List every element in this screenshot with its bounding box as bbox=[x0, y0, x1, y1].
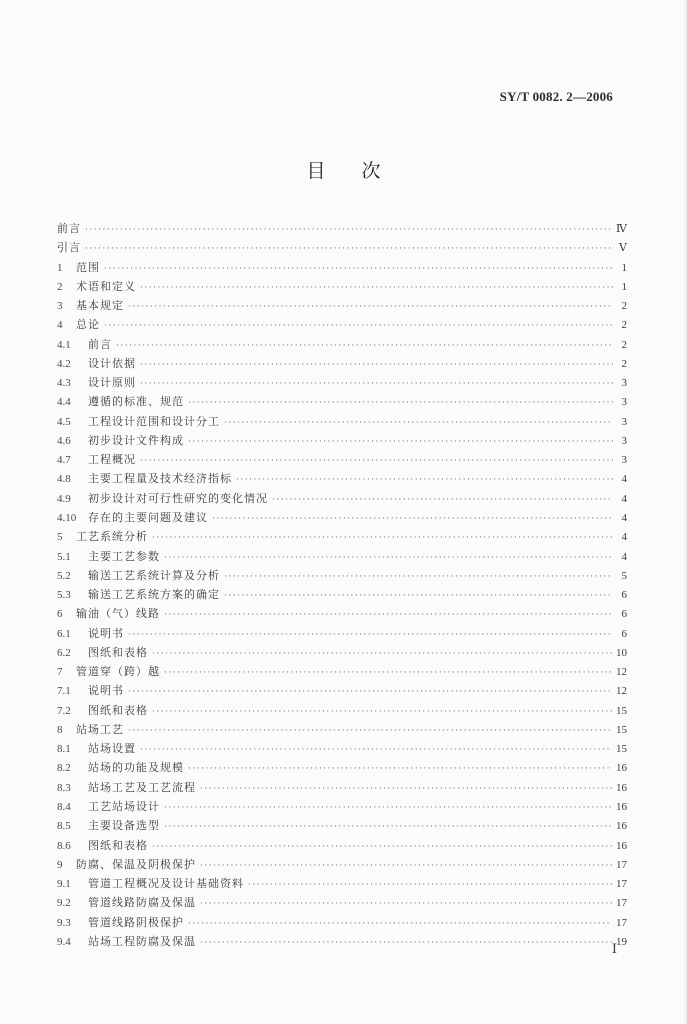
toc-entry-title: 范围 bbox=[76, 260, 100, 274]
toc-entry-number: 8.4 bbox=[57, 800, 71, 813]
toc-entry-number: 4.1 bbox=[57, 338, 71, 351]
toc-entry[interactable] bbox=[57, 547, 627, 566]
toc-entry[interactable] bbox=[57, 932, 627, 951]
toc-entry-title: 前言 bbox=[57, 222, 81, 235]
toc-dot-leader bbox=[128, 683, 612, 702]
toc-entry[interactable] bbox=[57, 681, 627, 700]
toc-entry-page: 6 bbox=[621, 608, 627, 621]
toc-dot-leader bbox=[164, 664, 612, 683]
standard-code: SY/T 0082. 2—2006 bbox=[499, 89, 613, 104]
toc-entry[interactable] bbox=[57, 489, 627, 508]
toc-dot-leader bbox=[85, 221, 612, 240]
toc-entry-page: 2 bbox=[621, 319, 627, 332]
toc-dot-leader bbox=[116, 337, 613, 356]
toc-entry-number: 4.2 bbox=[57, 357, 71, 370]
toc-entry-title: 遵循的标准、规范 bbox=[88, 395, 184, 409]
toc-entry-page: 4 bbox=[621, 550, 627, 563]
toc-dot-leader bbox=[164, 799, 612, 818]
toc-entry-page: 17 bbox=[616, 916, 627, 929]
toc-dot-leader bbox=[248, 876, 612, 895]
toc-entry[interactable] bbox=[57, 758, 627, 777]
toc-entry-page: Ⅴ bbox=[619, 242, 627, 255]
toc-entry-title: 说明书 bbox=[88, 626, 124, 640]
toc-entry-title: 站场的功能及规模 bbox=[88, 761, 184, 775]
toc-entry[interactable] bbox=[57, 508, 627, 527]
toc-dot-leader bbox=[128, 626, 613, 645]
toc-entry-title: 设计依据 bbox=[88, 356, 136, 370]
toc-entry-number: 5.1 bbox=[57, 550, 71, 563]
toc-entry-title: 站场设置 bbox=[88, 742, 136, 756]
toc-entry-number: 8.3 bbox=[57, 781, 71, 794]
toc-dot-leader bbox=[152, 838, 612, 857]
toc-entry-page: 15 bbox=[616, 723, 627, 736]
toc-entry-page: 16 bbox=[616, 781, 627, 794]
toc-dot-leader bbox=[104, 317, 613, 336]
toc-dot-leader bbox=[140, 356, 613, 375]
toc-entry[interactable] bbox=[57, 662, 627, 681]
toc-entry-title: 管道线路阴极保护 bbox=[88, 915, 184, 929]
toc-entry-page: 15 bbox=[616, 743, 627, 756]
toc-dot-leader bbox=[85, 240, 613, 259]
toc-entry-page: 16 bbox=[616, 820, 627, 833]
toc-dot-leader bbox=[272, 491, 613, 510]
toc-dot-leader bbox=[200, 895, 612, 914]
toc-entry-number: 5 bbox=[57, 531, 63, 544]
toc-entry-title: 输送工艺系统方案的确定 bbox=[88, 588, 220, 602]
toc-entry-title: 主要工程量及技术经济指标 bbox=[88, 472, 232, 486]
toc-entry-title: 工艺系统分析 bbox=[76, 530, 148, 544]
toc-entry[interactable] bbox=[57, 893, 627, 912]
toc-entry[interactable] bbox=[57, 701, 627, 720]
toc-dot-leader bbox=[164, 606, 613, 625]
toc-entry-title: 工程设计范围和设计分工 bbox=[88, 414, 220, 428]
toc-dot-leader bbox=[212, 510, 613, 529]
toc-entry-title: 输油（气）线路 bbox=[76, 607, 160, 621]
toc-entry[interactable] bbox=[57, 238, 627, 257]
toc-entry-number: 4.10 bbox=[57, 511, 77, 524]
toc-dot-leader bbox=[236, 471, 613, 490]
toc-entry-title: 站场工程防腐及保温 bbox=[88, 934, 196, 948]
toc-entry[interactable] bbox=[57, 335, 627, 354]
toc-entry[interactable] bbox=[57, 469, 627, 488]
scan-edge-shadow bbox=[683, 0, 687, 1024]
toc-entry[interactable] bbox=[57, 913, 627, 932]
toc-entry[interactable] bbox=[57, 855, 627, 874]
toc-entry-page: 2 bbox=[621, 300, 627, 313]
toc-entry-page: 2 bbox=[621, 338, 627, 351]
toc-entry[interactable] bbox=[57, 720, 627, 739]
toc-entry-page: 17 bbox=[616, 858, 627, 871]
toc-entry-page: Ⅳ bbox=[616, 223, 627, 235]
toc-entry-number: 6.2 bbox=[57, 646, 71, 659]
toc-entry-title: 主要工艺参数 bbox=[88, 549, 160, 563]
toc-entry[interactable] bbox=[57, 624, 627, 643]
toc-entry-title: 管道工程概况及设计基础资料 bbox=[88, 877, 244, 891]
toc-entry-page: 3 bbox=[621, 415, 627, 428]
toc-entry-page: 4 bbox=[621, 511, 627, 524]
toc-entry-page: 3 bbox=[621, 434, 627, 447]
toc-entry-page: 15 bbox=[616, 704, 627, 717]
toc-entry-number: 2 bbox=[57, 280, 63, 293]
toc-entry-title: 主要设备选型 bbox=[88, 819, 160, 833]
toc-entry-page: 16 bbox=[616, 762, 627, 775]
toc-entry-page: 2 bbox=[621, 357, 627, 370]
toc-dot-leader bbox=[188, 760, 612, 779]
toc-entry[interactable] bbox=[57, 412, 627, 431]
toc-entry-number: 8.6 bbox=[57, 839, 71, 852]
toc-dot-leader bbox=[200, 857, 612, 876]
toc-entry-number: 9.3 bbox=[57, 916, 71, 929]
toc-entry[interactable] bbox=[57, 277, 627, 296]
toc-entry-number: 4.8 bbox=[57, 473, 71, 486]
toc-entry-title: 初步设计文件构成 bbox=[88, 433, 184, 447]
toc-entry-page: 4 bbox=[621, 492, 627, 505]
toc-entry[interactable] bbox=[57, 315, 627, 334]
toc-entry-number: 8.1 bbox=[57, 743, 71, 756]
toc-entry-number: 4.4 bbox=[57, 396, 71, 409]
toc-entry-page: 12 bbox=[616, 685, 627, 698]
toc-entry[interactable] bbox=[57, 527, 627, 546]
toc-entry-number: 1 bbox=[57, 261, 63, 274]
toc-entry-number: 9.2 bbox=[57, 897, 71, 910]
toc-entry[interactable] bbox=[57, 874, 627, 893]
toc-dot-leader bbox=[152, 703, 612, 722]
toc-dot-leader bbox=[188, 433, 613, 452]
toc-dot-leader bbox=[224, 587, 613, 606]
toc-dot-leader bbox=[164, 549, 613, 568]
toc-entry[interactable] bbox=[57, 816, 627, 835]
toc-entry-title: 防腐、保温及阴极保护 bbox=[76, 857, 196, 871]
toc-dot-leader bbox=[140, 375, 613, 394]
toc-entry-title: 管道线路防腐及保温 bbox=[88, 896, 196, 910]
toc-entry-page: 5 bbox=[621, 569, 627, 582]
toc-entry[interactable] bbox=[57, 354, 627, 373]
toc-dot-leader bbox=[152, 645, 612, 664]
toc-entry-title: 管道穿（跨）越 bbox=[76, 665, 160, 679]
toc-entry-title: 工艺站场设计 bbox=[88, 799, 160, 813]
toc-entry-number: 8.5 bbox=[57, 820, 71, 833]
toc-entry-number: 7.2 bbox=[57, 704, 71, 717]
toc-entry-number: 6.1 bbox=[57, 627, 71, 640]
toc-entry-title: 图纸和表格 bbox=[88, 703, 148, 717]
toc-entry-page: 19 bbox=[616, 935, 627, 948]
toc-entry[interactable] bbox=[57, 797, 627, 816]
toc-entry[interactable] bbox=[57, 296, 627, 315]
toc-dot-leader bbox=[200, 934, 612, 953]
toc-entry-title: 术语和定义 bbox=[76, 279, 136, 293]
toc-entry-title: 存在的主要问题及建议 bbox=[88, 510, 208, 524]
toc-entry-page: 3 bbox=[621, 377, 627, 390]
toc-entry-number: 4.6 bbox=[57, 434, 71, 447]
toc-entry-number: 5.2 bbox=[57, 569, 71, 582]
toc-entry-title: 输送工艺系统计算及分析 bbox=[88, 568, 220, 582]
toc-entry-number: 4.9 bbox=[57, 492, 71, 505]
toc-entry-title: 说明书 bbox=[88, 684, 124, 698]
toc-entry-page: 6 bbox=[621, 589, 627, 602]
toc-entry-title: 总论 bbox=[76, 318, 100, 332]
toc-entry-page: 4 bbox=[621, 473, 627, 486]
toc-dot-leader bbox=[128, 722, 612, 741]
toc-entry[interactable] bbox=[57, 450, 627, 469]
toc-entry-page: 3 bbox=[621, 454, 627, 467]
toc-entry-title: 图纸和表格 bbox=[88, 645, 148, 659]
toc-dot-leader bbox=[188, 915, 612, 934]
toc-entry[interactable] bbox=[57, 739, 627, 758]
toc-entry-page: 3 bbox=[621, 396, 627, 409]
toc-entry-title: 站场工艺 bbox=[76, 722, 124, 736]
toc-entry[interactable] bbox=[57, 373, 627, 392]
toc-dot-leader bbox=[188, 394, 613, 413]
toc-entry-title: 站场工艺及工艺流程 bbox=[88, 780, 196, 794]
toc-entry-number: 9.1 bbox=[57, 878, 71, 891]
toc-entry-page: 1 bbox=[621, 261, 627, 274]
toc-entry-page: 16 bbox=[616, 839, 627, 852]
toc-entry-title: 初步设计对可行性研究的变化情况 bbox=[88, 491, 268, 505]
toc-entry-number: 4.5 bbox=[57, 415, 71, 428]
toc-entry-page: 16 bbox=[616, 800, 627, 813]
toc-entry-title: 基本规定 bbox=[76, 299, 124, 313]
toc-entry[interactable] bbox=[57, 566, 627, 585]
toc-entry-page: 17 bbox=[616, 897, 627, 910]
toc-entry-title: 引言 bbox=[57, 241, 81, 255]
toc-entry[interactable] bbox=[57, 604, 627, 623]
toc-entry-page: 17 bbox=[616, 878, 627, 891]
toc-entry-title: 前言 bbox=[88, 337, 112, 351]
toc-dot-leader bbox=[152, 529, 613, 548]
toc-entry[interactable] bbox=[57, 643, 627, 662]
toc-dot-leader bbox=[200, 780, 612, 799]
toc-dot-leader bbox=[104, 260, 613, 279]
toc-entry-number: 8 bbox=[57, 723, 63, 736]
toc-entry-number: 4.7 bbox=[57, 454, 71, 467]
toc-entry-number: 3 bbox=[57, 300, 63, 313]
toc-entry-page: 6 bbox=[621, 627, 627, 640]
toc-entry-number: 9 bbox=[57, 858, 63, 871]
toc-entry-page: 1 bbox=[621, 280, 627, 293]
toc-entry-page: 12 bbox=[616, 666, 627, 679]
toc-entry-number: 9.4 bbox=[57, 935, 71, 948]
toc-entry[interactable] bbox=[57, 431, 627, 450]
toc-entry-number: 4.3 bbox=[57, 377, 71, 390]
toc-dot-leader bbox=[164, 818, 612, 837]
toc-entry-number: 5.3 bbox=[57, 589, 71, 602]
toc-entry-number: 6 bbox=[57, 608, 63, 621]
toc-entry-page: 4 bbox=[621, 531, 627, 544]
toc-entry[interactable] bbox=[57, 258, 627, 277]
toc-entry[interactable] bbox=[57, 392, 627, 411]
toc-entry-number: 8.2 bbox=[57, 762, 71, 775]
toc-dot-leader bbox=[128, 298, 613, 317]
table-of-contents bbox=[57, 219, 627, 951]
page-folio: Ⅰ bbox=[611, 941, 617, 956]
toc-entry-number: 4 bbox=[57, 319, 63, 332]
toc-entry[interactable] bbox=[57, 836, 627, 855]
toc-entry[interactable] bbox=[57, 778, 627, 797]
toc-entry-number: 7 bbox=[57, 666, 63, 679]
page-title: 目次 bbox=[306, 160, 417, 182]
toc-dot-leader bbox=[140, 741, 612, 760]
toc-entry-number: 7.1 bbox=[57, 685, 71, 698]
toc-dot-leader bbox=[224, 568, 613, 587]
toc-dot-leader bbox=[224, 414, 613, 433]
toc-entry-title: 图纸和表格 bbox=[88, 838, 148, 852]
toc-entry[interactable] bbox=[57, 585, 627, 604]
toc-entry-title: 设计原则 bbox=[88, 376, 136, 390]
toc-entry-title: 工程概况 bbox=[88, 453, 136, 467]
toc-entry[interactable] bbox=[57, 219, 627, 238]
toc-dot-leader bbox=[140, 279, 613, 298]
toc-entry-page: 10 bbox=[616, 646, 627, 659]
